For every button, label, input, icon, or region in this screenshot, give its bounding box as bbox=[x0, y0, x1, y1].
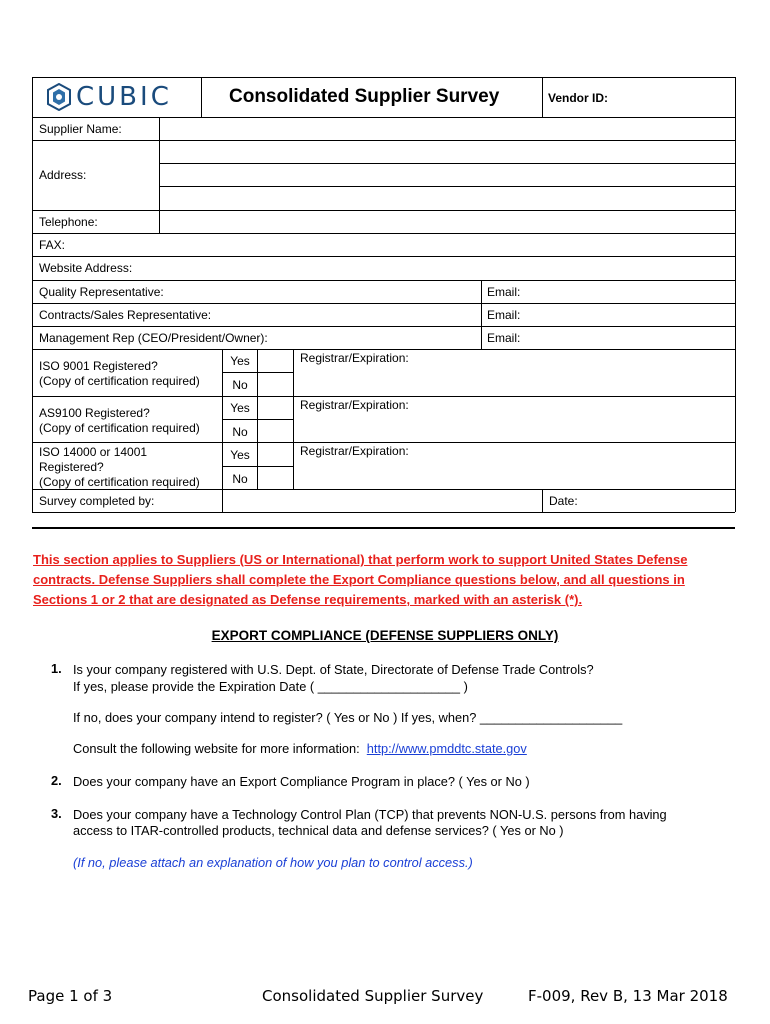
contracts-rep-label: Contracts/Sales Representative: bbox=[39, 308, 212, 322]
as9100-yes[interactable]: Yes bbox=[230, 401, 250, 415]
quality-email-label: Email: bbox=[487, 285, 521, 299]
q1-expiration-line: If yes, please provide the Expiration Date ( ____________________ ) bbox=[73, 679, 468, 694]
iso14000-yes[interactable]: Yes bbox=[230, 448, 250, 462]
defense-notice-line1: This section applies to Suppliers (US or International) that perform work to support United States Defense bbox=[33, 552, 688, 567]
iso9001-registrar-label: Registrar/Expiration: bbox=[300, 351, 409, 365]
contracts-email-label: Email: bbox=[487, 308, 521, 322]
management-email-label: Email: bbox=[487, 331, 521, 345]
defense-notice-line2: contracts. Defense Suppliers shall complete the Export Compliance questions below, and all questions in bbox=[33, 572, 685, 587]
telephone-field[interactable] bbox=[161, 212, 733, 232]
iso14000-label-line1: ISO 14000 or 14001 bbox=[39, 445, 148, 459]
website-field[interactable] bbox=[140, 258, 733, 279]
export-compliance-heading: EXPORT COMPLIANCE (DEFENSE SUPPLIERS ONLY) bbox=[211, 628, 559, 643]
cubic-emblem-icon bbox=[46, 83, 72, 111]
pmddtc-link[interactable]: http://www.pmddtc.state.gov bbox=[366, 741, 527, 756]
q3-number: 3. bbox=[51, 806, 62, 821]
survey-completed-field[interactable] bbox=[224, 491, 540, 511]
logo-wordmark: CUBIC bbox=[76, 82, 172, 112]
address-field-line1[interactable] bbox=[161, 142, 733, 162]
date-label: Date: bbox=[549, 494, 578, 508]
footer-doc-id: F-009, Rev B, 13 Mar 2018 bbox=[528, 987, 728, 1005]
section-divider bbox=[32, 527, 735, 529]
q1-text: Is your company registered with U.S. Dept. of State, Directorate of Defense Trade Controls? bbox=[73, 662, 594, 677]
as9100-no[interactable]: No bbox=[232, 425, 248, 439]
address-field-line2[interactable] bbox=[161, 165, 733, 185]
quality-rep-label: Quality Representative: bbox=[39, 285, 164, 299]
q1-intend-register-line: If no, does your company intend to register? ( Yes or No ) If yes, when? ____________________ bbox=[73, 710, 623, 725]
iso14000-label-line2: Registered? bbox=[39, 460, 104, 474]
q1-consult-text: Consult the following website for more information: bbox=[73, 741, 360, 756]
q2-number: 2. bbox=[51, 773, 62, 788]
page-title: Consolidated Supplier Survey bbox=[229, 86, 500, 107]
footer-title: Consolidated Supplier Survey bbox=[262, 987, 484, 1005]
website-label: Website Address: bbox=[39, 261, 133, 275]
iso9001-label-line1: ISO 9001 Registered? bbox=[39, 359, 158, 373]
telephone-label: Telephone: bbox=[39, 215, 98, 229]
q3-text-line2: access to ITAR-controlled products, technical data and defense services? ( Yes or No ) bbox=[73, 823, 564, 838]
defense-notice bbox=[33, 550, 738, 610]
q1-consult-line bbox=[73, 740, 527, 757]
q3-note: (If no, please attach an explanation of how you plan to control access.) bbox=[73, 855, 473, 870]
as9100-label-line1: AS9100 Registered? bbox=[39, 406, 150, 420]
iso9001-no[interactable]: No bbox=[232, 378, 248, 392]
supplier-name-label: Supplier Name: bbox=[39, 122, 122, 136]
defense-notice-line3: Sections 1 or 2 that are designated as Defense requirements, marked with an asterisk (*). bbox=[33, 592, 583, 607]
vendor-id-field[interactable] bbox=[620, 80, 732, 114]
survey-completed-label: Survey completed by: bbox=[39, 494, 155, 508]
q1-number: 1. bbox=[51, 661, 62, 676]
footer-page-number: Page 1 of 3 bbox=[28, 987, 113, 1005]
supplier-name-field[interactable] bbox=[161, 119, 733, 139]
iso14000-no[interactable]: No bbox=[232, 472, 248, 486]
address-field-line3[interactable] bbox=[161, 188, 733, 209]
address-label: Address: bbox=[39, 168, 87, 182]
date-field[interactable] bbox=[590, 491, 733, 511]
iso9001-label-line2: (Copy of certification required) bbox=[39, 374, 200, 388]
iso9001-yes[interactable]: Yes bbox=[230, 354, 250, 368]
iso14000-registrar-label: Registrar/Expiration: bbox=[300, 444, 409, 458]
iso14000-label-line3: (Copy of certification required) bbox=[39, 475, 200, 489]
q3-text-line1: Does your company have a Technology Control Plan (TCP) that prevents NON-U.S. persons from having bbox=[73, 807, 667, 822]
management-rep-label: Management Rep (CEO/President/Owner): bbox=[39, 331, 268, 345]
vendor-id-label: Vendor ID: bbox=[548, 91, 609, 105]
as9100-label-line2: (Copy of certification required) bbox=[39, 421, 200, 435]
as9100-registrar-label: Registrar/Expiration: bbox=[300, 398, 409, 412]
q2-text: Does your company have an Export Compliance Program in place? ( Yes or No ) bbox=[73, 774, 530, 789]
fax-label: FAX: bbox=[39, 238, 66, 252]
fax-field[interactable] bbox=[161, 235, 733, 255]
cubic-logo bbox=[46, 82, 191, 112]
